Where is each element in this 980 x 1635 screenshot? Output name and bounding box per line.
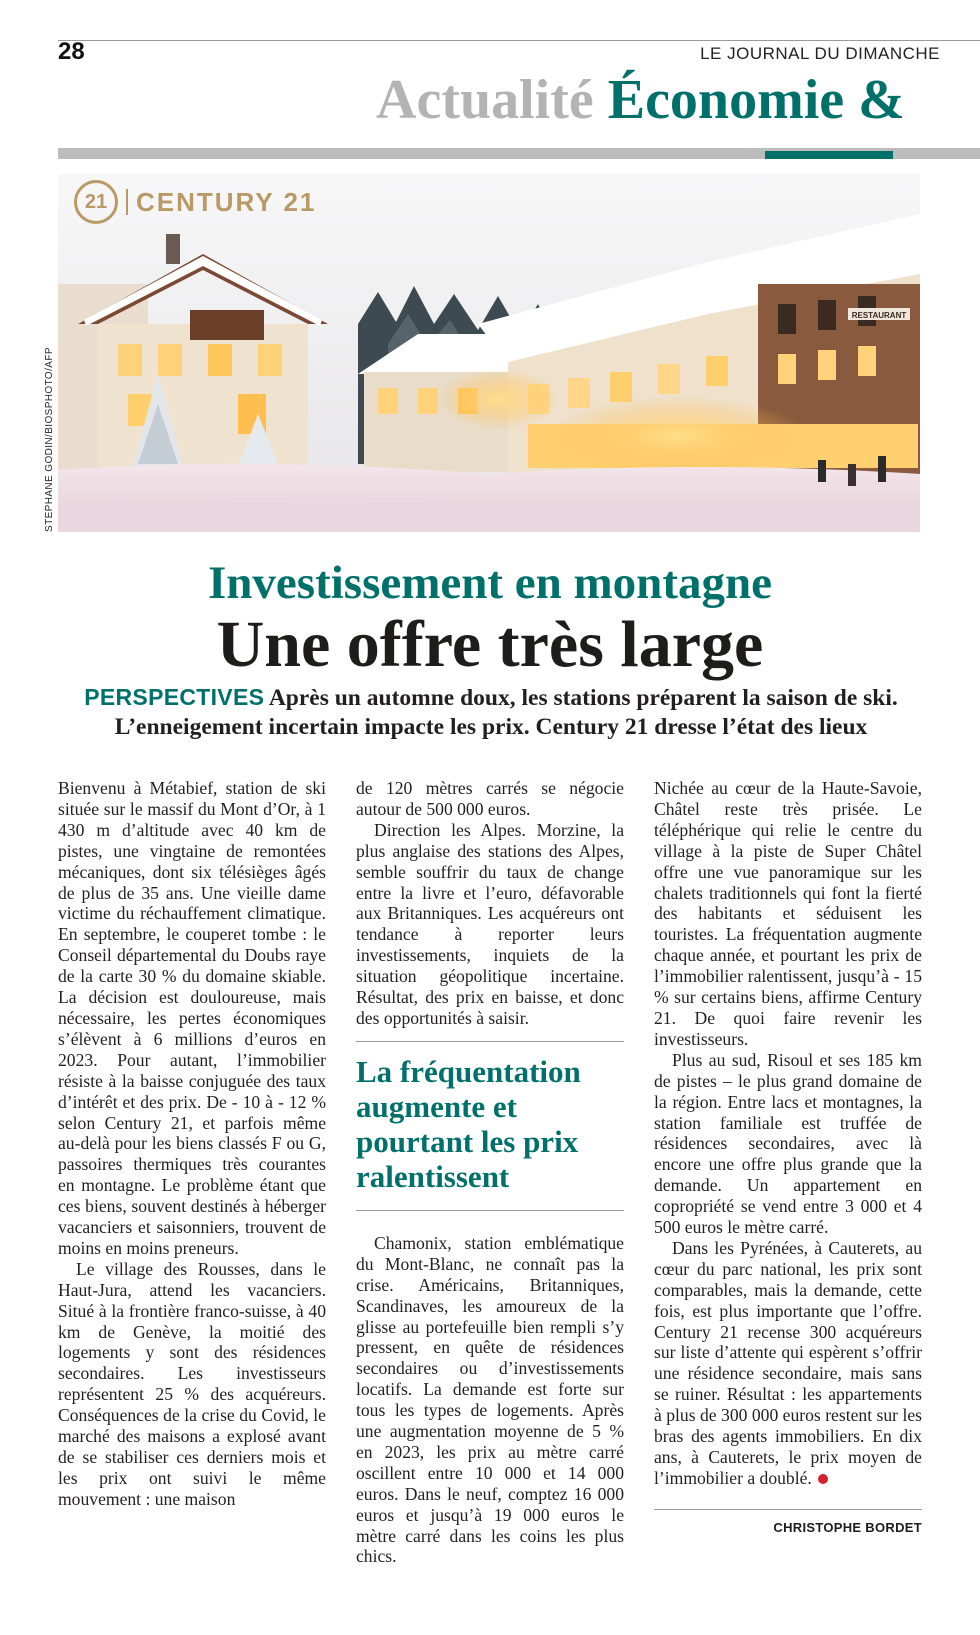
end-mark-icon xyxy=(818,1474,828,1484)
paragraph: Le village des Rousses, dans le Haut-Jura, attend les vacanciers. Situé à la frontière franco-suisse, à 40 km de Genève, la moitié des logements y sont des résidences secondaires. Les investisseurs représentent 25 % des acquéreurs. Conséquences de la crise du Covid, le marché des maisons a explosé avant de se stabiliser ces derniers mois et les prix ont suivi le même mouvement : une maison xyxy=(58,1258,326,1509)
article-kicker: Investissement en montagne xyxy=(208,557,772,609)
article-column-1 xyxy=(58,778,326,1510)
paragraph: de 120 mètres carrés se négocie autour de 500 000 euros. xyxy=(356,778,624,819)
paragraph: Bienvenu à Métabief, station de ski située sur le massif du Mont d’Or, à 1 430 m d’altitude avec 40 km de pistes, une vingtaine de remontées mécaniques, dont six télésièges âgés de plus de 35 ans. Une vieille dame victime du réchauffement climatique. En septembre, le couperet tombe : le Conseil départemental du Doubs raye de la carte 30 % du domaine skiable. La décision est douloureuse, mais nécessaire, les pertes économiques s’élèvent à 6 millions d’euros en 2023. Pour autant, l’immobilier résiste à la baisse conjuguée des taux d’intérêt et des prix. De - 10 à - 12 % selon Century 21, et parfois même au-delà pour les biens classés F ou G, passoires thermiques très courantes en montagne. Le problème étant que ces biens, souvent destinés à héberger vacanciers et saisonniers, trouvent de moins en moins preneurs. xyxy=(58,778,326,1258)
byline: CHRISTOPHE BORDET xyxy=(773,1519,922,1535)
article-column-2 xyxy=(356,778,624,1567)
top-rule xyxy=(58,40,980,41)
section-rubric xyxy=(376,69,905,131)
rubric-accent xyxy=(765,151,893,159)
paragraph: Plus au sud, Risoul et ses 185 km de pistes – le plus grand domaine de la région. Entre lacs et montagnes, la station familiale est truffée de résidences secondaires, avec là encore une offre plus grande que la demande. Un appartement en copropriété se vend entre 3 000 et 4 500 euros le mètre carré. xyxy=(654,1049,922,1238)
paragraph-text: Dans les Pyrénées, à Cauterets, au cœur du parc national, les prix sont comparables, mais la demande, cette fois, est plus importante que l’offre. Century 21 recense 300 acquéreurs sur liste d’attente qui espèrent s’offrir une résidence secondaire, mais sans se ruiner. Résultat : les appartements à plus de 300 000 euros restent sur les bras des agents immobiliers. En dix ans, à Cauterets, le prix moyen de l’immobilier a doublé. xyxy=(654,1237,922,1488)
article-standfirst xyxy=(60,683,922,742)
century21-badge: 21 xyxy=(74,180,118,224)
article-column-3 xyxy=(654,778,922,1539)
paragraph-last xyxy=(654,1238,922,1489)
photo-credit: STEPHANE GODIN/BIOSPHOTO/AFP xyxy=(44,347,55,532)
page-number: 28 xyxy=(58,38,85,65)
section-secondary: Économie & xyxy=(607,69,905,131)
paragraph: Nichée au cœur de la Haute-Savoie, Châtel reste très prisée. Le téléphérique qui relie le centre du village à la piste de Super Châtel offre une vue panoramique sur les chalets traditionnels qui font la fierté des habitants et séduisent les touristes. La fréquentation augmente chaque année, et pourtant les prix de l’immobilier ralentissent, jusqu’à - 15 % sur certains biens, affirme Century 21. De quoi faire revenir les investisseurs. xyxy=(654,778,922,1049)
paragraph: Chamonix, station emblématique du Mont-Blanc, ne connaît pas la crise. Américains, Britanniques, Scandinaves, les amoureux de la glisse au portefeuille bien rempli s’y pressent, en quête de résidences secondaires ou d’investissements locatifs. La demande est forte sur tous les types de logements. Après une augmentation moyenne de 5 % en 2023, les prix au mètre carré oscillent entre 10 000 et 14 000 euros. Dans le neuf, comptez 16 000 euros et jusqu’à 19 000 euros le mètre carré dans les coins les plus chics. xyxy=(356,1232,624,1567)
paragraph: Direction les Alpes. Morzine, la plus anglaise des stations des Alpes, semble souffrir du taux de change entre la livre et l’euro, défavorable aux Britanniques. Les acquéreurs ont tendance à reporter leurs investissements, inquiets de la situation géopolitique incertaine. Résultat, des prix en baisse, et donc des opportunités à saisir. xyxy=(356,819,624,1028)
century21-wordmark: CENTURY 21 xyxy=(136,186,317,217)
article-headline: Une offre très large xyxy=(216,608,764,681)
article-photo xyxy=(58,174,920,532)
section-primary: Actualité xyxy=(376,69,594,131)
photo-village-scene xyxy=(58,174,920,532)
shop-sign: RESTAURANT xyxy=(851,311,907,320)
publication-name: LE JOURNAL DU DIMANCHE xyxy=(700,44,940,63)
standfirst-tag: PERSPECTIVES xyxy=(84,684,265,710)
subhead: La fréquentation augmente et pourtant les prix ralentissent xyxy=(356,1053,581,1194)
subhead-rule-top xyxy=(356,1041,624,1042)
byline-rule xyxy=(654,1509,922,1510)
logo-separator xyxy=(126,189,128,215)
standfirst-text: Après un automne doux, les stations préparent la saison de ski. L’enneigement incertain impacte les prix. Century 21 dresse l’état des lieux xyxy=(114,685,898,740)
century21-logo xyxy=(74,180,316,224)
subhead-rule-bottom xyxy=(356,1210,624,1211)
